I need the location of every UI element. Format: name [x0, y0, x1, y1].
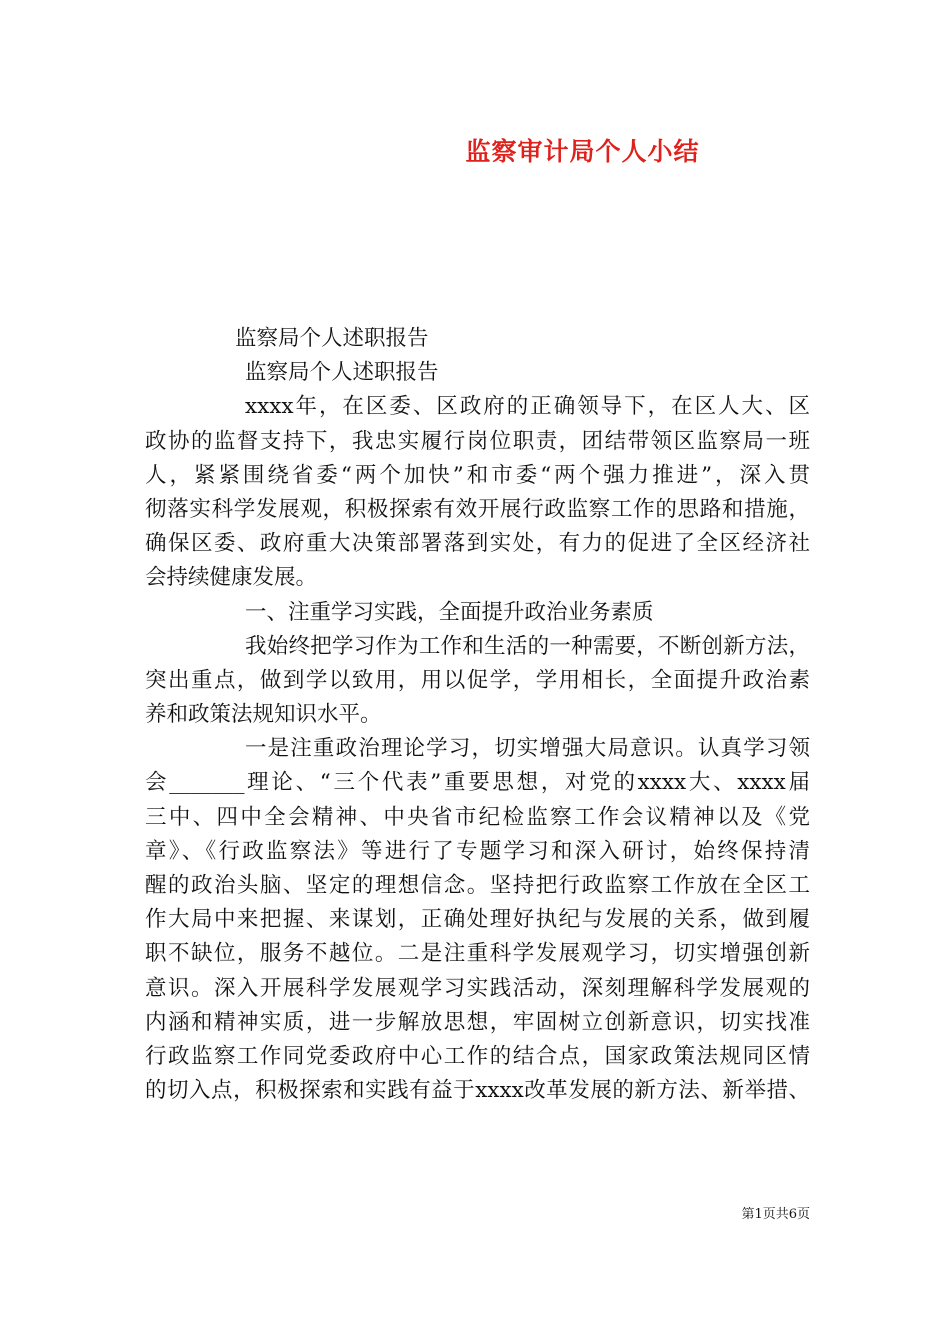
paragraph-line: 醒的政治头脑、坚定的理想信念。坚持把行政监察工作放在全区工	[145, 873, 810, 898]
paragraph-line: 一是注重政治理论学习，切实增强大局意识。认真学习领	[245, 736, 810, 762]
paragraph-line: 养和政策法规知识水平。	[145, 702, 382, 728]
paragraph-line: 章》、《行政监察法》等进行了专题学习和深入研讨，始终保持清	[145, 838, 810, 864]
paragraph-line: 确保区委、政府重大决策部署落到实处，有力的促进了全区经济社	[145, 531, 810, 557]
paragraph-line: 我始终把学习作为工作和生活的一种需要，不断创新方法，	[245, 633, 810, 659]
paragraph-line: 三中、四中全会精神、中央省市纪检监察工作会议精神以及《党	[145, 804, 810, 830]
paragraph-line: 内涵和精神实质，进一步解放思想，牢固树立创新意识，切实找准	[145, 1009, 810, 1035]
section-subheading: 监察局个人述职报告	[245, 360, 439, 386]
document-body	[145, 322, 810, 1108]
paragraph-line: 意识。深入开展科学发展观学习实践活动，深刻理解科学发展观的	[145, 975, 810, 1001]
paragraph-line: 彻落实科学发展观，积极探索有效开展行政监察工作的思路和措施，	[145, 496, 810, 522]
paragraph-line: 作大局中来把握、来谋划，正确处理好执纪与发展的关系，做到履	[145, 907, 810, 933]
document-title: 监察审计局个人小结	[465, 137, 700, 166]
section-heading: 监察局个人述职报告	[235, 326, 429, 351]
paragraph-line: 人，紧紧围绕省委“两个加快”和市委“两个强力推进”，深入贯	[145, 462, 810, 488]
paragraph-line: 会持续健康发展。	[145, 565, 318, 591]
paragraph-line: 突出重点，做到学以致用，用以促学，学用相长，全面提升政治素	[145, 667, 810, 693]
paragraph-line: 职不缺位，服务不越位。二是注重科学发展观学习，切实增强创新	[145, 941, 810, 967]
paragraph-line: 的切入点，积极探索和实践有益于xxxx改革发展的新方法、新举措、	[145, 1078, 810, 1104]
paragraph-line: xxxx年，在区委、区政府的正确领导下，在区人大、区	[245, 394, 810, 420]
paragraph-line: 行政监察工作同党委政府中心工作的结合点，国家政策法规同区情	[145, 1043, 810, 1069]
paragraph-line: 政协的监督支持下，我忠实履行岗位职责，团结带领区监察局一班	[145, 428, 810, 454]
paragraph-line: 会_______理论、“三个代表”重要思想，对党的xxxx大、xxxx届	[145, 770, 810, 796]
section-heading: 一、注重学习实践，全面提升政治业务素质	[245, 599, 654, 625]
page-number: 第1页共6页	[741, 1207, 810, 1222]
